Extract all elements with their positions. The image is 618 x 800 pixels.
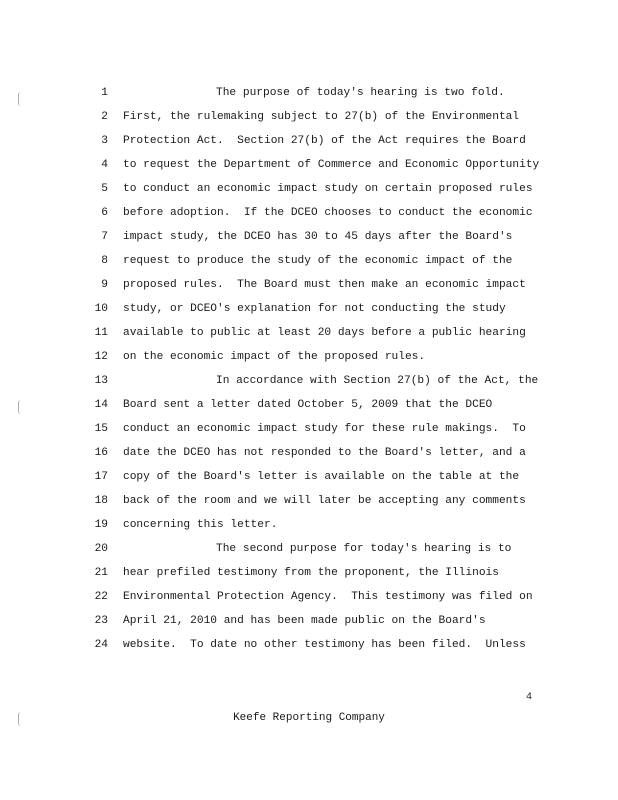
line-number: 21 [94, 567, 108, 579]
line-text: concerning this letter. [123, 519, 278, 531]
transcript-line [0, 540, 618, 564]
line-number: 3 [101, 135, 108, 147]
line-text: copy of the Board's letter is available on the table at the [123, 471, 520, 483]
line-number: 15 [94, 423, 108, 435]
line-text: conduct an economic impact study for these rule makings. To [123, 423, 526, 435]
transcript-line [0, 420, 618, 444]
transcript-line [0, 180, 618, 204]
line-text: Protection Act. Section 27(b) of the Act requires the Board [123, 135, 526, 147]
transcript-line [0, 468, 618, 492]
line-number: 13 [94, 375, 108, 387]
transcript-line [0, 228, 618, 252]
line-number: 20 [94, 543, 108, 555]
line-text: available to public at least 20 days before a public hearing [123, 327, 526, 339]
transcript-lines [0, 84, 618, 660]
line-text: before adoption. If the DCEO chooses to conduct the economic [123, 207, 533, 219]
line-number: 22 [94, 591, 108, 603]
line-number: 19 [94, 519, 108, 531]
line-number: 2 [101, 111, 108, 123]
line-text: April 21, 2010 and has been made public on the Board's [123, 615, 486, 627]
line-text: to conduct an economic impact study on certain proposed rules [123, 183, 533, 195]
line-number: 9 [101, 279, 108, 291]
line-number: 16 [94, 447, 108, 459]
line-number: 23 [94, 615, 108, 627]
transcript-line [0, 564, 618, 588]
line-number: 7 [101, 231, 108, 243]
transcript-line [0, 156, 618, 180]
line-text: website. To date no other testimony has been filed. Unless [123, 639, 526, 651]
transcript-line [0, 276, 618, 300]
line-text: date the DCEO has not responded to the Board's letter, and a [123, 447, 526, 459]
reporter-footer: Keefe Reporting Company [233, 712, 385, 724]
transcript-line [0, 516, 618, 540]
line-text: impact study, the DCEO has 30 to 45 days after the Board's [123, 231, 513, 243]
page-number: 4 [526, 692, 533, 703]
line-text: Environmental Protection Agency. This testimony was filed on [123, 591, 533, 603]
line-text: to request the Department of Commerce and Economic Opportunity [123, 159, 540, 171]
line-text: on the economic impact of the proposed rules. [123, 351, 426, 363]
transcript-line [0, 300, 618, 324]
line-text: proposed rules. The Board must then make an economic impact [123, 279, 526, 291]
line-number: 14 [94, 399, 108, 411]
line-number: 6 [101, 207, 108, 219]
line-text: back of the room and we will later be accepting any comments [123, 495, 526, 507]
transcript-line [0, 588, 618, 612]
line-text: Board sent a letter dated October 5, 2009 that the DCEO [123, 399, 493, 411]
transcript-line [0, 108, 618, 132]
line-text: First, the rulemaking subject to 27(b) of the Environmental [123, 111, 520, 123]
transcript-line [0, 348, 618, 372]
line-number: 1 [101, 87, 108, 99]
transcript-line [0, 372, 618, 396]
transcript-line [0, 636, 618, 660]
transcript-line [0, 84, 618, 108]
transcript-line [0, 396, 618, 420]
line-text: In accordance with Section 27(b) of the Act, the [216, 375, 539, 387]
line-number: 17 [94, 471, 108, 483]
line-number: 24 [94, 639, 108, 651]
transcript-line [0, 612, 618, 636]
transcript-line [0, 132, 618, 156]
line-text: request to produce the study of the economic impact of the [123, 255, 513, 267]
line-number: 12 [94, 351, 108, 363]
line-number: 18 [94, 495, 108, 507]
line-number: 8 [101, 255, 108, 267]
line-number: 11 [94, 327, 108, 339]
line-text: hear prefiled testimony from the proponent, the Illinois [123, 567, 499, 579]
line-number: 10 [94, 303, 108, 315]
transcript-line [0, 444, 618, 468]
line-number: 5 [101, 183, 108, 195]
transcript-line [0, 324, 618, 348]
transcript-line [0, 492, 618, 516]
line-text: The second purpose for today's hearing is to [216, 543, 512, 555]
line-number: 4 [101, 159, 108, 171]
transcript-line [0, 204, 618, 228]
transcript-line [0, 252, 618, 276]
line-text: study, or DCEO's explanation for not conducting the study [123, 303, 506, 315]
line-text: The purpose of today's hearing is two fold. [216, 87, 505, 99]
